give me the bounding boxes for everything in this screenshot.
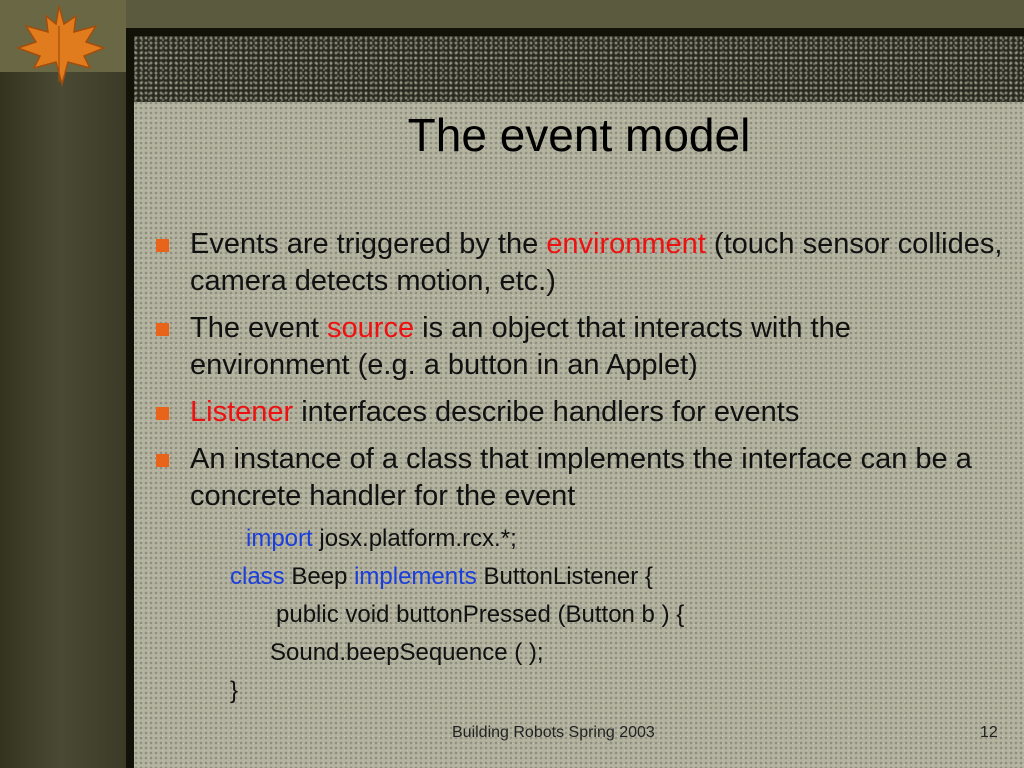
bullet-item <box>152 226 1012 300</box>
bullet-text: (touch sensor collides, camera detects motion, etc.) <box>190 228 1003 297</box>
bullet-list <box>152 226 1012 525</box>
bullet-item <box>152 441 1012 515</box>
left-band <box>0 0 126 768</box>
bullet-text: is an object that interacts with the environment (e.g. a button in an Applet) <box>190 312 851 381</box>
bullet-text: The event <box>190 312 328 344</box>
code-keyword: import <box>246 525 313 552</box>
bullet-text: Events are triggered by the <box>190 228 547 260</box>
slide-title: The event model <box>407 109 751 161</box>
code-line-import <box>246 524 517 554</box>
bullet-marker-icon <box>156 239 169 252</box>
bullet-marker-icon <box>156 454 169 467</box>
bullet-marker-icon <box>156 407 169 420</box>
footer-page-number: 12 <box>980 724 998 741</box>
bullet-highlight: environment <box>546 228 706 260</box>
bullet-text: An instance of a class that implements the interface can be a concrete handler for the event <box>190 443 972 512</box>
code-line-close: } <box>230 677 239 704</box>
code-text: Beep <box>284 563 355 590</box>
bullet-marker-icon <box>156 323 169 336</box>
code-keyword: class <box>230 563 285 590</box>
code-line-class <box>230 562 653 592</box>
code-text: ButtonListener { <box>476 563 653 590</box>
bullet-highlight: source <box>327 312 415 344</box>
bullet-highlight: Listener <box>190 396 294 428</box>
top-band <box>0 0 1024 28</box>
maple-leaf-icon <box>4 2 114 88</box>
code-text: josx.platform.rcx.*; <box>312 525 517 552</box>
footer-course: Building Robots Spring 2003 <box>452 724 655 741</box>
slide-header-band <box>134 36 1024 102</box>
bullet-item <box>152 394 1012 431</box>
bullet-item <box>152 310 1012 384</box>
code-line-method: public void buttonPressed (Button b ) { <box>276 601 685 628</box>
code-line-call: Sound.beepSequence ( ); <box>270 639 544 666</box>
code-keyword: implements <box>354 563 477 590</box>
bullet-text: interfaces describe handlers for events <box>293 396 800 428</box>
